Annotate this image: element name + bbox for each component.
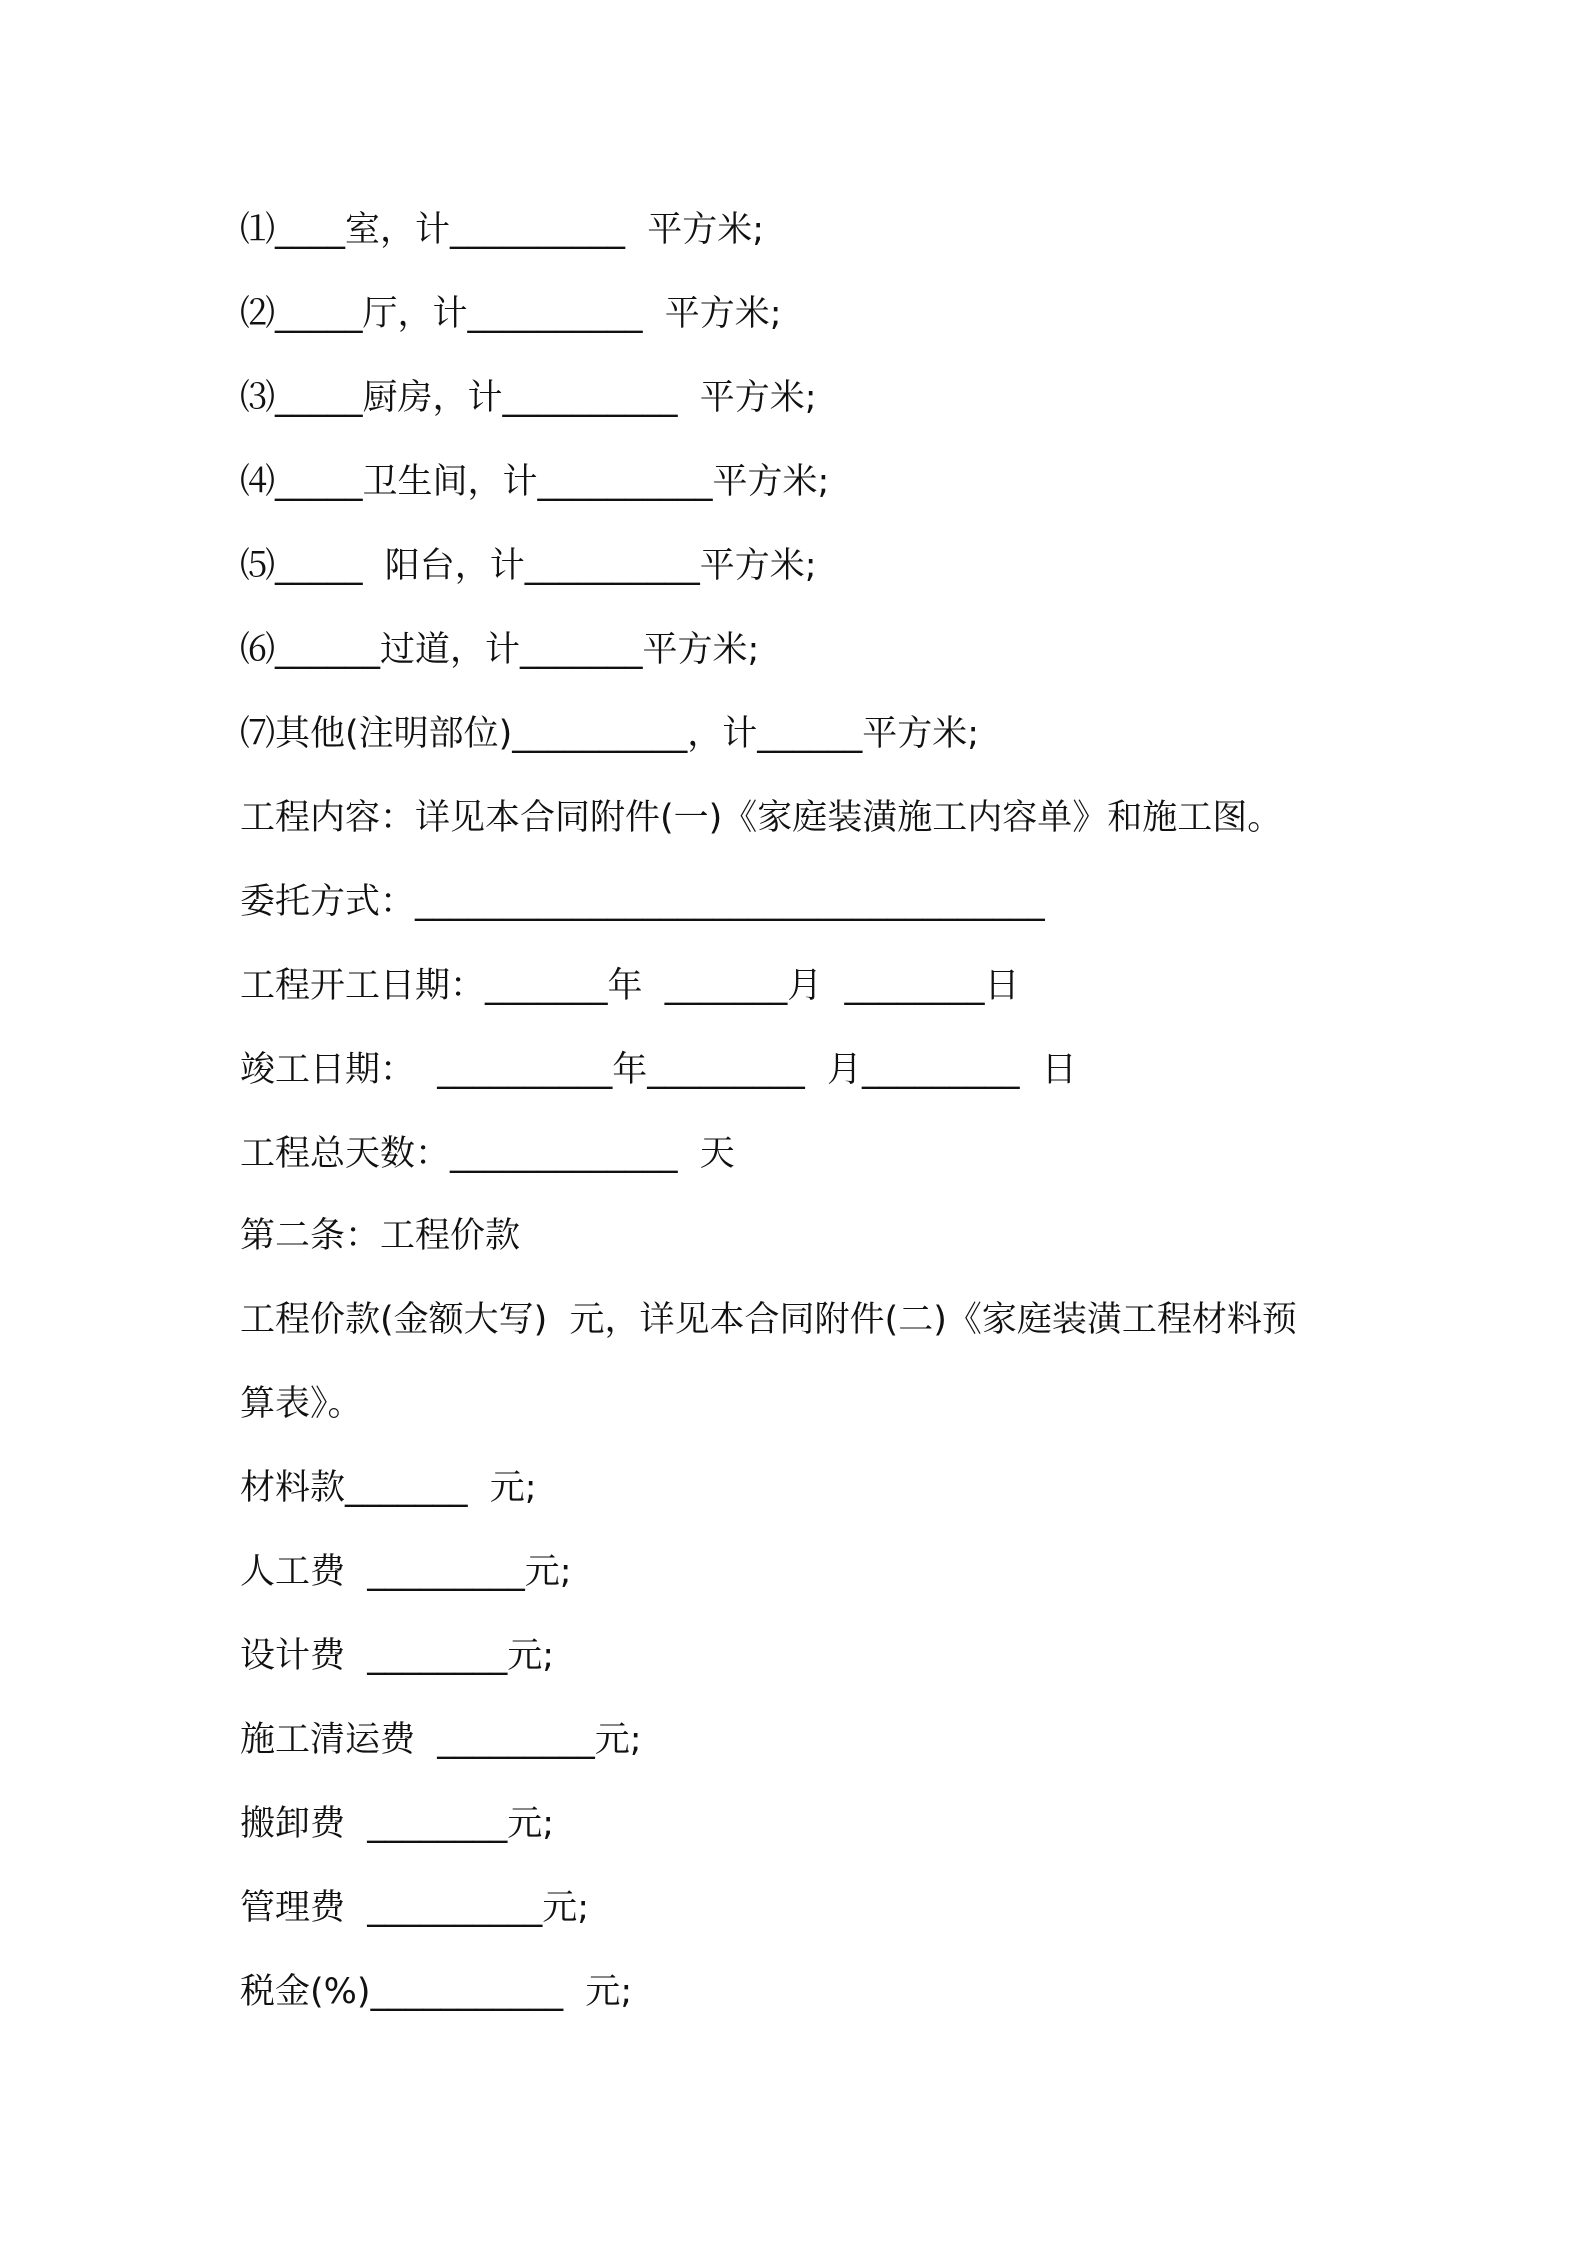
area-line-balcony: ⑸_____ 阳台，计__________平方米; — [240, 546, 817, 586]
commission-method-line: 委托方式：____________________________________ — [240, 882, 1046, 922]
completion-date-line: 竣工日期： __________年_________ 月_________ 日 — [240, 1050, 1077, 1090]
material-cost-line: 材料款_______ 元; — [240, 1468, 537, 1508]
labor-cost-line: 人工费 _________元; — [240, 1552, 572, 1592]
area-line-rooms: ⑴____室，计__________ 平方米; — [240, 210, 765, 250]
area-line-halls: ⑵_____厅，计__________ 平方米; — [240, 294, 782, 334]
article-two-heading: 第二条：工程价款 — [240, 1216, 521, 1256]
handling-fee-line: 搬卸费 ________元; — [240, 1804, 555, 1844]
tax-line: 税金(%)___________ 元; — [240, 1972, 633, 2012]
area-line-other: ⑺其他(注明部位)__________，计______平方米; — [240, 714, 980, 754]
area-line-bathroom: ⑷_____卫生间，计__________平方米; — [240, 462, 830, 502]
area-line-corridor: ⑹______过道，计_______平方米; — [240, 630, 760, 670]
project-price-line-cont: 算表》。 — [240, 1384, 363, 1424]
debris-removal-fee-line: 施工清运费 _________元; — [240, 1720, 642, 1760]
total-days-line: 工程总天数：_____________ 天 — [240, 1134, 735, 1174]
design-fee-line: 设计费 ________元; — [240, 1636, 555, 1676]
start-date-line: 工程开工日期：_______年 _______月 ________日 — [240, 966, 1020, 1006]
project-content-line: 工程内容：详见本合同附件(一)《家庭装潢施工内容单》和施工图。 — [240, 798, 1283, 838]
management-fee-line: 管理费 __________元; — [240, 1888, 590, 1928]
project-price-line: 工程价款(金额大写) 元，详见本合同附件(二)《家庭装潢工程材料预 — [240, 1300, 1297, 1340]
area-line-kitchen: ⑶_____厨房，计__________ 平方米; — [240, 378, 817, 418]
